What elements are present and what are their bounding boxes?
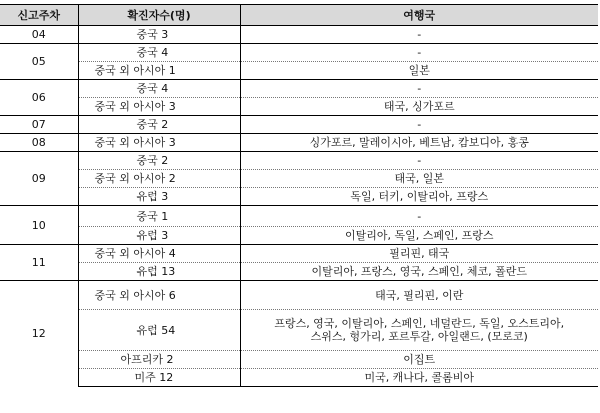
destination-cell: 이탈리아, 독일, 스페인, 프랑스	[240, 227, 598, 245]
confirmed-cell: 중국 3	[78, 26, 240, 44]
confirmed-cell: 유럽 13	[78, 263, 240, 281]
week-cell: 05	[0, 44, 78, 80]
week-cell: 07	[0, 116, 78, 134]
week-cell: 12	[0, 281, 78, 387]
week-cell: 09	[0, 152, 78, 206]
header-confirmed: 확진자수(명)	[78, 5, 240, 26]
destination-cell: 태국, 일본	[240, 170, 598, 188]
confirmed-cell: 중국 1	[78, 206, 240, 227]
destination-cell: 독일, 터키, 이탈리아, 프랑스	[240, 188, 598, 206]
header-destination: 여행국	[240, 5, 598, 26]
week-cell: 08	[0, 134, 78, 152]
header-week: 신고주차	[0, 5, 78, 26]
destination-cell: -	[240, 26, 598, 44]
confirmed-cell: 중국 4	[78, 80, 240, 98]
destination-cell: -	[240, 116, 598, 134]
table-row	[0, 134, 598, 152]
table-row	[0, 80, 598, 98]
confirmed-cell: 중국 4	[78, 44, 240, 62]
week-cell: 06	[0, 80, 78, 116]
destination-cell	[240, 310, 598, 351]
week-cell: 11	[0, 245, 78, 281]
confirmed-cell: 유럽 3	[78, 227, 240, 245]
destination-cell: -	[240, 152, 598, 170]
destination-cell: 싱가포르, 말레이시아, 베트남, 캄보디아, 홍콩	[240, 134, 598, 152]
confirmed-cell: 중국 외 아시아 4	[78, 245, 240, 263]
destination-cell: -	[240, 80, 598, 98]
table-row	[0, 206, 598, 227]
table-row	[0, 44, 598, 62]
table-row	[0, 245, 598, 263]
table-row	[0, 26, 598, 44]
destination-line: 스위스, 헝가리, 포르투갈, 아일랜드, (모로코)	[310, 330, 528, 343]
table-row	[0, 152, 598, 170]
table-row	[0, 116, 598, 134]
destination-cell: 이집트	[240, 351, 598, 369]
table-row	[0, 98, 598, 116]
table-row	[0, 62, 598, 80]
destination-cell: 필리핀, 태국	[240, 245, 598, 263]
destination-line: 프랑스, 영국, 이탈리아, 스페인, 네덜란드, 독일, 오스트리아,	[274, 317, 565, 330]
week-cell: 10	[0, 206, 78, 245]
table-row	[0, 281, 598, 310]
confirmed-cell: 중국 외 아시아 3	[78, 98, 240, 116]
table-row	[0, 227, 598, 245]
destination-cell: -	[240, 44, 598, 62]
travel-cases-table	[0, 4, 598, 387]
confirmed-cell: 미주 12	[78, 369, 240, 387]
destination-cell: 이탈리아, 프랑스, 영국, 스페인, 체코, 폴란드	[240, 263, 598, 281]
table-row	[0, 310, 598, 351]
confirmed-cell: 중국 외 아시아 2	[78, 170, 240, 188]
confirmed-cell: 아프리카 2	[78, 351, 240, 369]
destination-cell: -	[240, 206, 598, 227]
week-cell: 04	[0, 26, 78, 44]
destination-cell: 태국, 싱가포르	[240, 98, 598, 116]
table-row	[0, 351, 598, 369]
header-row	[0, 5, 598, 26]
confirmed-cell: 유럽 3	[78, 188, 240, 206]
table-row	[0, 188, 598, 206]
confirmed-cell: 중국 외 아시아 6	[78, 281, 240, 310]
table-row	[0, 263, 598, 281]
confirmed-cell: 중국 2	[78, 152, 240, 170]
destination-cell: 미국, 캐나다, 콜롬비아	[240, 369, 598, 387]
confirmed-cell: 중국 외 아시아 3	[78, 134, 240, 152]
table-row	[0, 170, 598, 188]
destination-cell: 일본	[240, 62, 598, 80]
confirmed-cell: 중국 외 아시아 1	[78, 62, 240, 80]
destination-cell: 태국, 필리핀, 이란	[240, 281, 598, 310]
confirmed-cell: 중국 2	[78, 116, 240, 134]
confirmed-cell: 유럽 54	[78, 310, 240, 351]
table-row	[0, 369, 598, 387]
